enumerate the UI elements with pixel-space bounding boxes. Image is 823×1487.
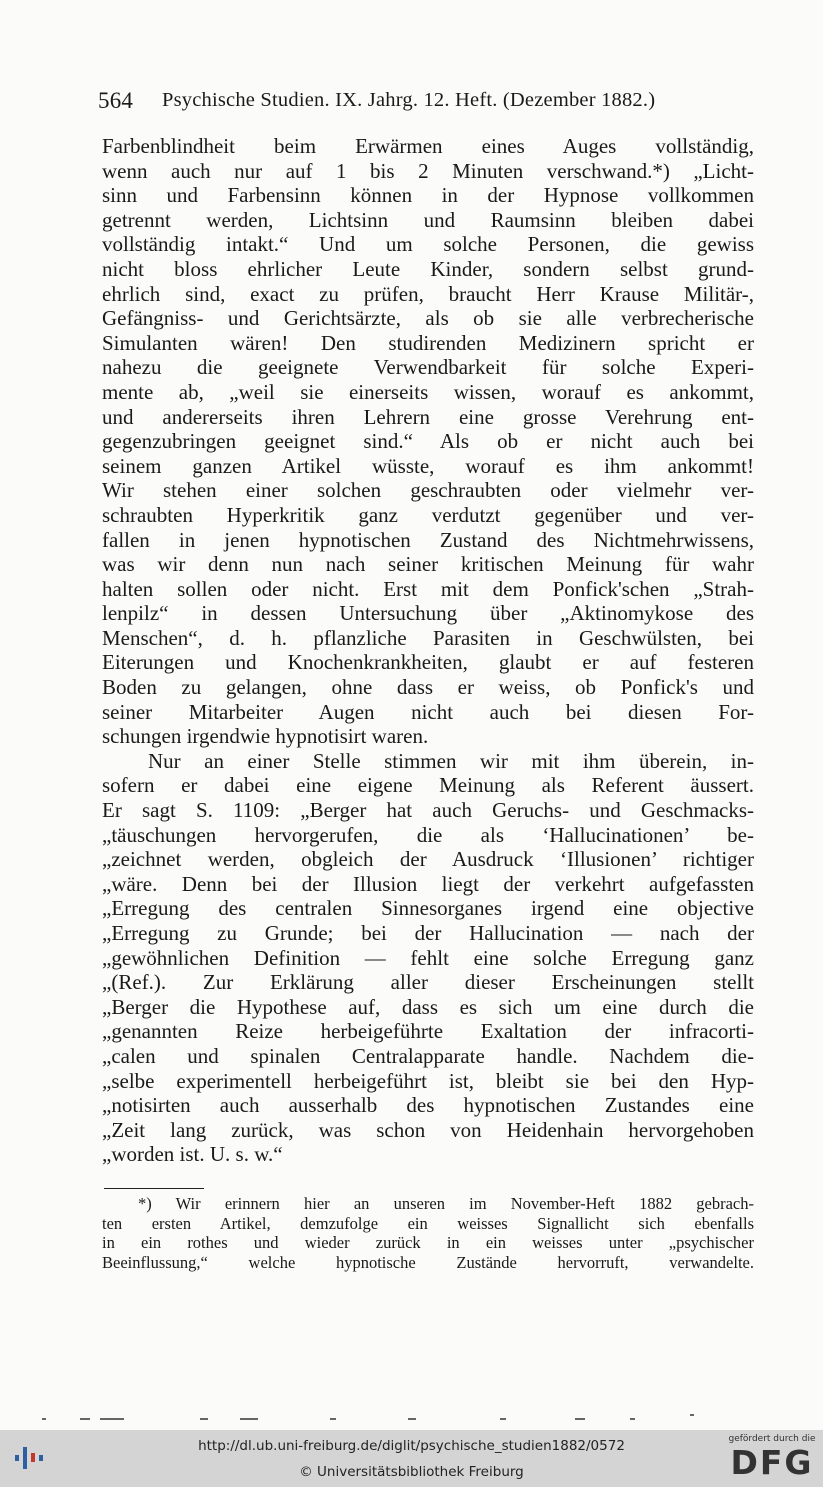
text-line: Boden zu gelangen, ohne dass er weiss, ob Ponfick's und	[102, 675, 754, 700]
text-line: vollständig intakt.“ Und um solche Personen, die gewiss	[102, 232, 754, 257]
text-line: Farbenblindheit beim Erwärmen eines Auges vollständig,	[102, 134, 754, 158]
text-line: schungen irgendwie hypnotisirt waren.	[102, 724, 429, 749]
text-line: „(Ref.). Zur Erklärung aller dieser Erscheinungen stellt	[102, 970, 754, 995]
text-line: „Zeit lang zurück, was schon von Heidenhain hervorgehoben	[102, 1117, 754, 1142]
footnote-line: in ein rothes und wieder zurück in ein weisses unter „psychischer	[102, 1233, 754, 1253]
text-line: wenn auch nur auf 1 bis 2 Minuten verschwand.*) „Licht-	[102, 158, 754, 183]
source-url-link[interactable]: http://dl.ub.uni-freiburg.de/diglit/psychische_studien1882/0572	[198, 1438, 625, 1454]
footnote-line: *) Wir erinnern hier an unseren im November-Heft 1882 gebrach-	[138, 1194, 754, 1213]
text-line: Eiterungen und Knochenkrankheiten, glaubt er auf festeren	[102, 650, 754, 675]
text-line: „täuschungen hervorgerufen, die als ‘Hallucinationen’ be-	[102, 822, 754, 847]
text-line: „gewöhnlichen Definition — fehlt eine solche Erregung ganz	[102, 945, 754, 970]
text-line: Simulanten wären! Den studirenden Medizinern spricht er	[102, 330, 754, 355]
text-line: „zeichnet werden, obgleich der Ausdruck ‘Illusionen’ richtiger	[102, 847, 754, 872]
body-text	[102, 134, 754, 1167]
footnote-rule	[104, 1188, 204, 1189]
text-line: und andererseits ihren Lehrern eine grosse Verehrung ent-	[102, 404, 754, 429]
text-line: Nur an einer Stelle stimmen wir mit ihm überein, in-	[148, 748, 754, 773]
footer-bar	[0, 1430, 823, 1487]
text-line: „selbe experimentell herbeigeführt ist, bleibt sie bei den Hyp-	[102, 1068, 754, 1093]
text-line: mente ab, „weil sie einerseits wissen, worauf es ankommt,	[102, 379, 754, 404]
text-line: „worden ist. U. s. w.“	[102, 1142, 283, 1167]
text-line: getrennt werden, Lichtsinn und Raumsinn bleiben dabei	[102, 207, 754, 232]
text-line: sinn und Farbensinn können in der Hypnose vollkommen	[102, 183, 754, 208]
text-line: „Erregung des centralen Sinnesorganes irgend eine objective	[102, 896, 754, 921]
text-line: „Berger die Hypothese auf, dass es sich um eine durch die	[102, 994, 754, 1019]
text-line: Gefängniss- und Gerichtsärzte, als ob sie alle verbrecherische	[102, 306, 754, 331]
text-line: ehrlich sind, exact zu prüfen, braucht Herr Krause Militär-,	[102, 281, 754, 306]
text-line: lenpilz“ in dessen Untersuchung über „Aktinomykose des	[102, 601, 754, 626]
scan-specks	[30, 1414, 730, 1422]
footnote-line: Beeinflussung,“ welche hypnotische Zustände hervorruft, verwandelte.	[102, 1252, 754, 1272]
text-line: Menschen“, d. h. pflanzliche Parasiten in Geschwülsten, bei	[102, 625, 754, 650]
footnote	[102, 1194, 754, 1272]
text-line: Wir stehen einer solchen geschraubten oder vielmehr ver-	[102, 478, 754, 503]
text-line: sofern er dabei eine eigene Meinung als Referent äussert.	[102, 773, 754, 798]
text-line: gegenzubringen geeignet sind.“ Als ob er nicht auch bei	[102, 429, 754, 454]
text-line: „notisirten auch ausserhalb des hypnotischen Zustandes eine	[102, 1093, 754, 1118]
text-line: seinem ganzen Artikel wüsste, worauf es ihm ankommt!	[102, 453, 754, 478]
running-header	[98, 88, 738, 118]
text-line: „wäre. Denn bei der Illusion liegt der verkehrt aufgefassten	[102, 871, 754, 896]
text-line: fallen in jenen hypnotischen Zustand des Nichtmehrwissens,	[102, 527, 754, 552]
text-line: „calen und spinalen Centralapparate handle. Nachdem die-	[102, 1043, 754, 1068]
dfg-logo[interactable]	[724, 1434, 820, 1484]
text-line: halten sollen oder nicht. Erst mit dem Ponfick'schen „Strah-	[102, 576, 754, 601]
text-line: Er sagt S. 1109: „Berger hat auch Geruchs- und Geschmacks-	[102, 798, 754, 823]
text-line: schraubten Hyperkritik ganz verdutzt gegenüber und ver-	[102, 502, 754, 527]
text-line: nahezu die geeignete Verwendbarkeit für solche Experi-	[102, 355, 754, 380]
copyright-notice: © Universitätsbibliothek Freiburg	[299, 1464, 524, 1480]
text-line: „genannten Reize herbeigeführte Exaltation der infracorti-	[102, 1019, 754, 1044]
text-line: nicht bloss ehrlicher Leute Kinder, sondern selbst grund-	[102, 256, 754, 281]
text-line: seiner Mitarbeiter Augen nicht auch bei diesen For-	[102, 699, 754, 724]
text-line: „Erregung zu Grunde; bei der Hallucination — nach der	[102, 921, 754, 945]
footnote-line: ten ersten Artikel, demzufolge ein weisses Signallicht sich ebenfalls	[102, 1213, 754, 1233]
page-number: 564	[98, 88, 134, 113]
text-line: was wir denn nun nach seiner kritischen Meinung für wahr	[102, 552, 754, 577]
running-title: Psychische Studien. IX. Jahrg. 12. Heft. (Dezember 1882.)	[162, 89, 656, 111]
dfg-logo-text: DFG	[730, 1443, 814, 1482]
dfg-caption: gefördert durch die	[728, 1434, 816, 1444]
